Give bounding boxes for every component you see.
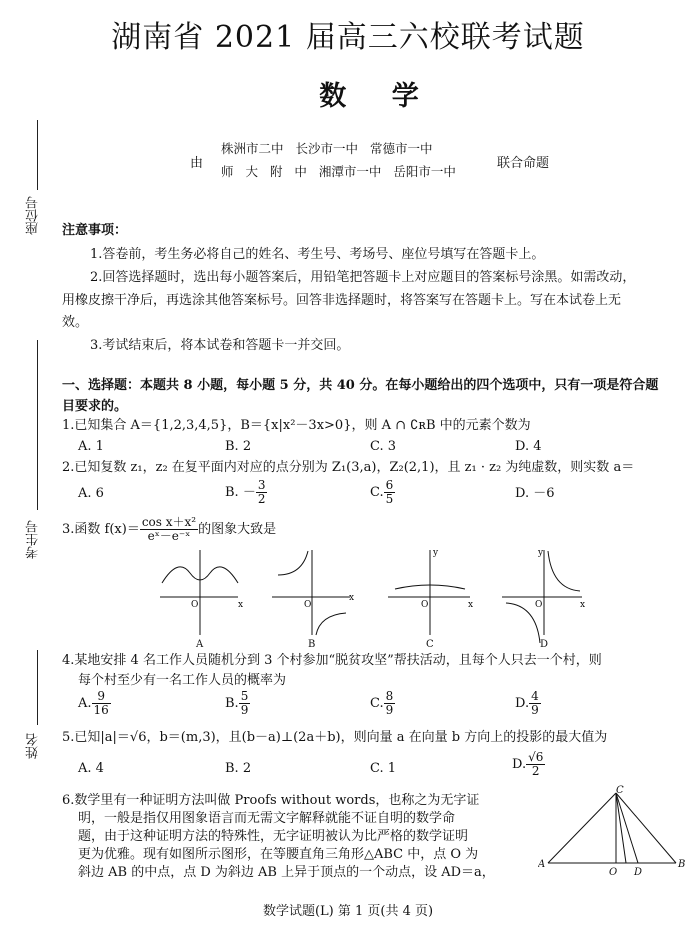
subject-title: 数 学 xyxy=(319,81,437,112)
q6-stem-2: 明，一般是指仅用图象语言而无需文字解释就能不证自明的数学命 xyxy=(78,811,456,826)
svg-text:O: O xyxy=(304,600,312,610)
notice-item-2-cont: 用橡皮擦干净后，再选涂其他答案标号。回答非选择题时，将答案写在答题卡上。写在本试卷上无 xyxy=(62,293,622,308)
graph-c xyxy=(388,550,470,635)
q4-option-a: A. $\frac{9}{16}$ xyxy=(78,689,109,717)
graph-label-b: B xyxy=(308,639,316,650)
q6-stem-3: 题，由于这种证明方法的特殊性，无字证明被认为比严格的数学证明 xyxy=(78,829,469,844)
q1-option-a: A. 1 xyxy=(78,439,104,454)
section-heading-cont: 目要求的。 xyxy=(62,399,128,414)
svg-text:D: D xyxy=(634,867,643,878)
graph-label-a: A xyxy=(196,639,204,650)
q6-stem-4: 更为优雅。现有如图所示图形，在等腰直角三角形△ABC 中，点 O 为 xyxy=(78,847,479,862)
joint-label: 联合命题 xyxy=(497,156,550,171)
q2-option-a: A. 6 xyxy=(78,486,104,501)
q6-stem-1: 6.数学里有一种证明方法叫做 Proofs without words，也称之为无字证 xyxy=(62,793,480,808)
q5-option-d: D. $\frac{√6}{2}$ xyxy=(512,750,544,778)
side-line xyxy=(37,650,38,725)
side-line xyxy=(37,120,38,190)
svg-text:y: y xyxy=(538,548,544,558)
graph-a-origin: O xyxy=(191,600,199,610)
svg-text:O: O xyxy=(535,600,543,610)
q6-triangle-figure xyxy=(538,785,688,880)
graph-label-c: C xyxy=(426,639,434,650)
q4-option-d: D. $\frac{4}{9}$ xyxy=(515,689,539,717)
graph-label-d: D xyxy=(540,639,549,650)
q2-option-b: B. － $\frac{3}{2}$ xyxy=(225,478,266,506)
q4-stem-1: 4.某地安排 4 名工作人员随机分到 3 个村参加“脱贫攻坚”帮扶活动，且每个人只去一个村，则 xyxy=(62,653,602,668)
graph-a xyxy=(160,550,238,635)
q1-option-c: C. 3 xyxy=(370,439,397,454)
exam-no-label: 考生号 xyxy=(26,520,41,559)
svg-text:O: O xyxy=(421,600,429,610)
svg-text:x: x xyxy=(349,593,355,603)
q5-option-b: B. 2 xyxy=(225,761,252,776)
q2-stem: 2.已知复数 z₁，z₂ 在复平面内对应的点分别为 Z₁(3,a)，Z₂(2,1)，且 z₁ · z₂ 为纯虚数，则实数 a＝ xyxy=(62,460,635,475)
svg-text:y: y xyxy=(433,548,439,558)
q5-option-c: C. 1 xyxy=(370,761,397,776)
svg-text:A: A xyxy=(538,859,546,870)
q5-option-a: A. 4 xyxy=(78,761,104,776)
q3-stem: 3.函数 f(x)＝ $\frac{\text{cos x＋x²}}{\text{eˣ－e⁻ˣ}}$ 的图象大致是 xyxy=(62,515,277,543)
notice-item-1: 1.答卷前，考生务必将自己的姓名、考生号、考场号、座位号填写在答题卡上。 xyxy=(90,247,545,262)
q5-stem: 5.已知|a|＝√6，b＝(m,3)，且(b－a)⊥(2a＋b)，则向量 a 在向量 b 方向上的投影的最大值为 xyxy=(62,730,608,745)
svg-text:x: x xyxy=(580,600,586,610)
seat-label: 座位号 xyxy=(26,196,41,235)
side-line xyxy=(37,340,38,510)
notice-heading: 注意事项： xyxy=(62,223,128,238)
q3-graphs xyxy=(150,545,590,650)
notice-item-2-end: 效。 xyxy=(62,315,89,330)
page-footer: 数学试题(L) 第 1 页(共 4 页) xyxy=(262,904,434,919)
q6-stem-5: 斜边 AB 的中点，点 D 为斜边 AB 上异于顶点的一个动点，设 AD＝a， xyxy=(78,865,495,880)
notice-item-3: 3.考试结束后，将本试卷和答题卡一并交回。 xyxy=(90,338,350,353)
schools-row1: 株洲市二中 长沙市一中 常德市一中 xyxy=(221,141,433,156)
q2-option-d: D. －6 xyxy=(515,486,555,501)
graph-d xyxy=(502,550,582,643)
q1-stem: 1.已知集合 A＝{1,2,3,4,5}，B＝{x|x²－3x>0}，则 A ∩ ∁ʀB 中的元素个数为 xyxy=(62,418,531,433)
name-label: 姓名 xyxy=(26,733,41,759)
svg-text:x: x xyxy=(468,600,474,610)
exam-title: 湖南省 2021 届高三六校联考试题 xyxy=(111,20,585,55)
svg-text:C: C xyxy=(616,785,624,796)
schools-row2: 师 大 附 中 湘潭市一中 岳阳市一中 xyxy=(221,164,456,179)
svg-text:O: O xyxy=(609,867,618,878)
q4-option-b: B. $\frac{5}{9}$ xyxy=(225,689,249,717)
svg-text:x: x xyxy=(238,600,244,610)
q4-stem-2: 每个村至少有一名工作人员的概率为 xyxy=(78,673,287,688)
q1-option-d: D. 4 xyxy=(515,439,542,454)
svg-text:B: B xyxy=(678,859,686,870)
graph-b xyxy=(272,550,350,635)
q4-option-c: C. $\frac{8}{9}$ xyxy=(370,689,394,717)
notice-item-2: 2.回答选择题时，选出每小题答案后，用铅笔把答题卡上对应题目的答案标号涂黑。如需改动， xyxy=(90,270,636,285)
by-label: 由 xyxy=(190,156,204,171)
section-heading: 一、选择题：本题共 8 小题，每小题 5 分，共 40 分。在每小题给出的四个选项中，只有一项是符合题 xyxy=(62,378,659,393)
q2-option-c: C. $\frac{6}{5}$ xyxy=(370,478,394,506)
q1-option-b: B. 2 xyxy=(225,439,252,454)
